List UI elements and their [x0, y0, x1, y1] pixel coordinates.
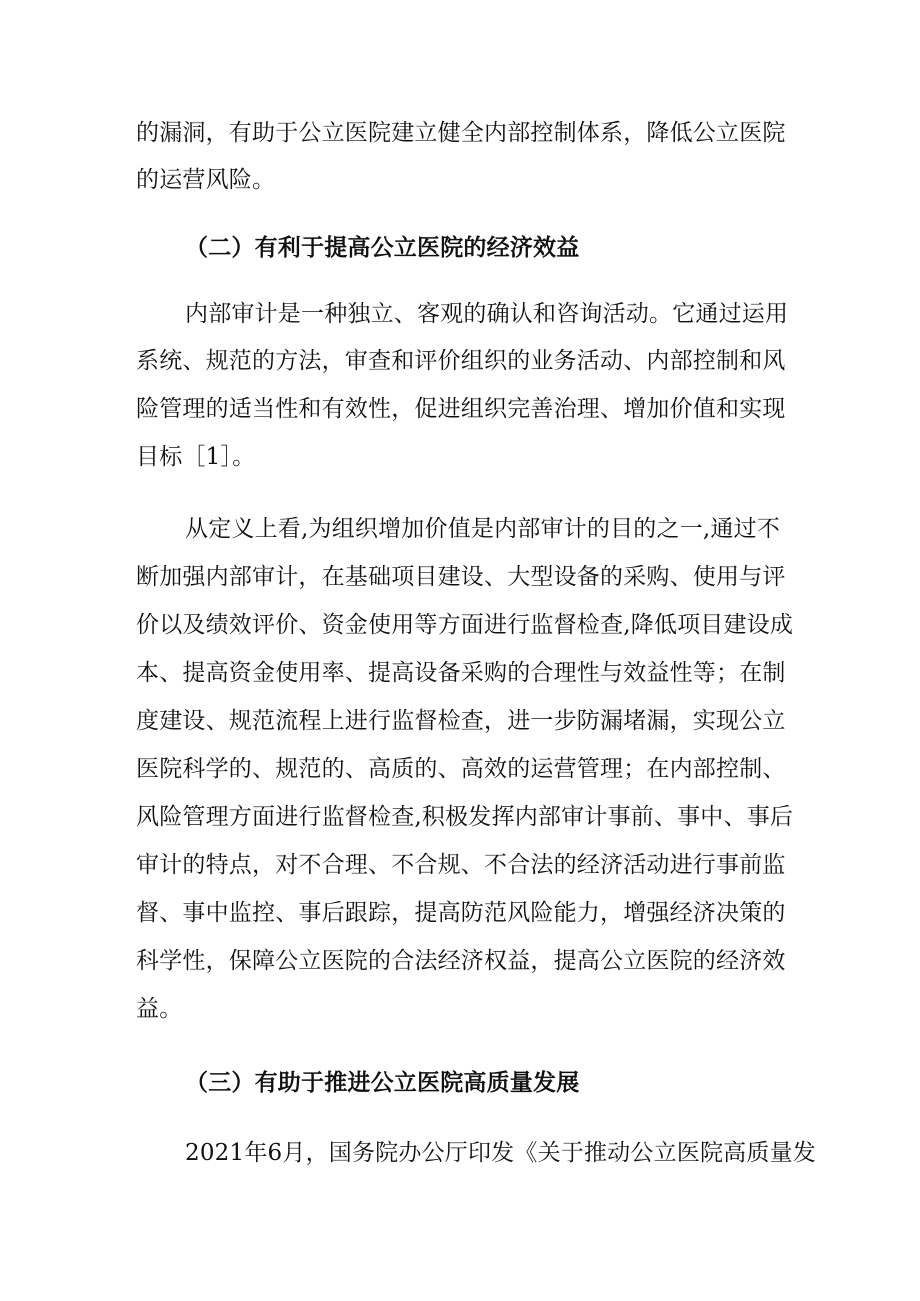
text-line: 度建设、规范流程上进行监督检查，进一步防漏堵漏，实现公立	[136, 708, 786, 734]
text-line: 价以及绩效评价、资金使用等方面进行监督检查,降低项目建设成	[136, 612, 794, 638]
text-line: 系统、规范的方法，审查和评价组织的业务活动、内部控制和风	[136, 348, 786, 374]
text-line: 风险管理方面进行监督检查,积极发挥内部审计事前、事中、事后	[136, 804, 794, 830]
text-line: 内部审计是一种独立、客观的确认和咨询活动。它通过运用	[185, 301, 789, 327]
text-line: 的漏洞，有助于公立医院建立健全内部控制体系，降低公立医院	[136, 120, 786, 146]
text-line: 从定义上看,为组织增加价值是内部审计的目的之一,通过不	[185, 516, 781, 542]
text-line: 断加强内部审计，在基础项目建设、大型设备的采购、使用与评	[136, 564, 786, 590]
text-line: 的运营风险。	[136, 167, 276, 193]
section-heading: （二）有利于提高公立医院的经济效益	[185, 234, 580, 261]
text-line: 2021年6月，国务院办公厅印发《关于推动公立医院高质量发	[185, 1140, 816, 1166]
text-line: 本、提高资金使用率、提高设备采购的合理性与效益性等；在制	[136, 660, 786, 686]
text-line: 目标［1］。	[136, 444, 256, 470]
text-line: 审计的特点，对不合理、不合规、不合法的经济活动进行事前监	[136, 852, 786, 878]
section-heading: （三）有助于推进公立医院高质量发展	[185, 1069, 580, 1096]
text-line: 科学性，保障公立医院的合法经济权益，提高公立医院的经济效	[136, 948, 786, 974]
text-line: 医院科学的、规范的、高质的、高效的运营管理；在内部控制、	[136, 756, 786, 782]
text-line: 险管理的适当性和有效性，促进组织完善治理、增加价值和实现	[136, 396, 786, 422]
text-line: 督、事中监控、事后跟踪，提高防范风险能力，增强经济决策的	[136, 900, 786, 926]
text-line: 益。	[136, 996, 183, 1022]
